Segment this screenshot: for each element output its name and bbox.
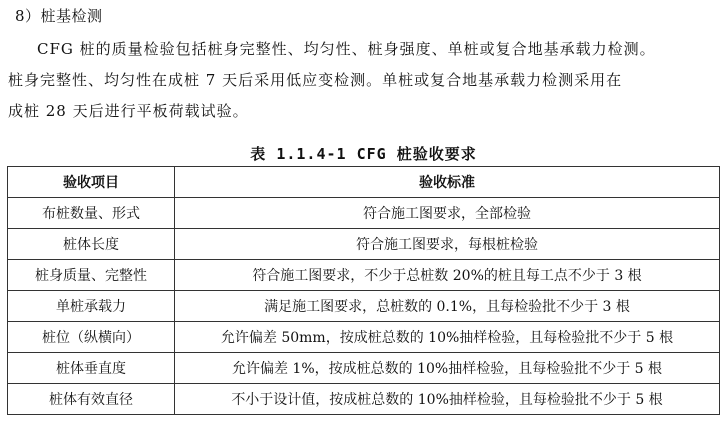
table-title: 表 1.1.4-1 CFG 桩验收要求 (250, 145, 477, 163)
acceptance-table (7, 166, 720, 415)
row-item: 桩身质量、完整性 (8, 260, 175, 291)
paragraph-line-1: CFG 桩的质量检验包括桩身完整性、均匀性、桩身强度、单桩或复合地基承载力检测。 (37, 40, 656, 58)
row-item: 布桩数量、形式 (8, 198, 175, 229)
table-row (8, 353, 720, 384)
row-standard: 允许偏差 1%，按成桩总数的 10%抽样检验，且每检验批不少于 5 根 (175, 353, 720, 384)
table-row (8, 291, 720, 322)
table-row (8, 384, 720, 415)
section-heading: 8）桩基检测 (15, 7, 103, 25)
table-row (8, 322, 720, 353)
row-item: 桩体有效直径 (8, 384, 175, 415)
paragraph-line-3: 成桩 28 天后进行平板荷载试验。 (8, 102, 249, 120)
row-standard: 满足施工图要求，总桩数的 0.1%，且每检验批不少于 3 根 (175, 291, 720, 322)
row-item: 桩体垂直度 (8, 353, 175, 384)
row-standard: 符合施工图要求，全部检验 (175, 198, 720, 229)
row-standard: 不小于设计值，按成桩总数的 10%抽样检验，且每检验批不少于 5 根 (175, 384, 720, 415)
row-standard: 允许偏差 50mm，按成桩总数的 10%抽样检验，且每检验批不少于 5 根 (175, 322, 720, 353)
row-item: 桩体长度 (8, 229, 175, 260)
paragraph-line-2: 桩身完整性、均匀性在成桩 7 天后采用低应变检测。单桩或复合地基承载力检测采用在 (8, 71, 623, 89)
table-header-row (8, 167, 720, 198)
header-item: 验收项目 (8, 167, 175, 198)
table-row (8, 229, 720, 260)
row-standard: 符合施工图要求，每根桩检验 (175, 229, 720, 260)
row-item: 桩位（纵横向） (8, 322, 175, 353)
table-row (8, 260, 720, 291)
table-row (8, 198, 720, 229)
header-standard: 验收标准 (175, 167, 720, 198)
row-item: 单桩承载力 (8, 291, 175, 322)
row-standard: 符合施工图要求，不少于总桩数 20%的桩且每工点不少于 3 根 (175, 260, 720, 291)
